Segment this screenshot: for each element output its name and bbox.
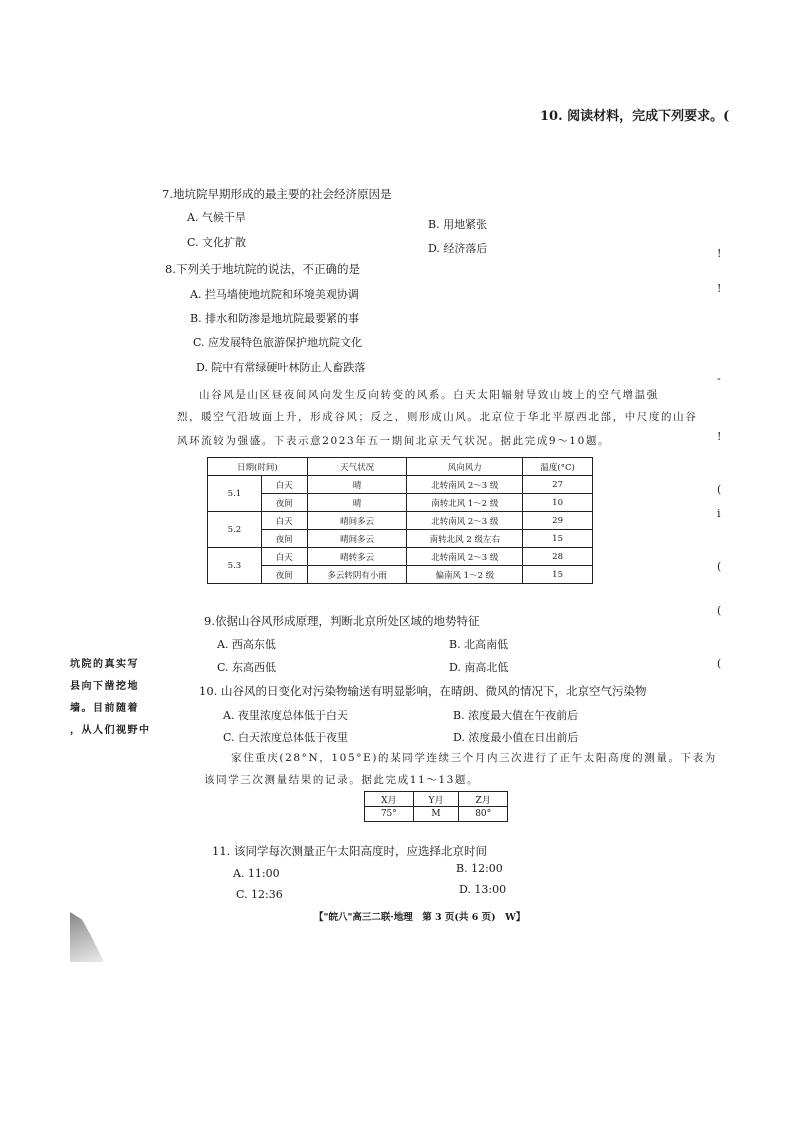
weather-time-cell: 夜间 bbox=[261, 494, 307, 512]
left-fragment-line: 墙。目前随着 bbox=[70, 703, 139, 714]
weather-condition-cell: 晴 bbox=[307, 494, 407, 512]
weather-temp-cell: 15 bbox=[523, 530, 593, 548]
right-edge-mark: ! bbox=[717, 247, 722, 260]
weather-temp-cell: 15 bbox=[523, 566, 593, 584]
question-11-option-d: D. 13:00 bbox=[459, 883, 507, 896]
passage-line: 山谷风是山区昼夜间风向发生反向转变的风系。白天太阳辐射导致山坡上的空气增温强 bbox=[199, 389, 659, 401]
table-row bbox=[208, 566, 593, 584]
weather-time-cell: 白天 bbox=[261, 476, 307, 494]
weather-time-cell: 白天 bbox=[261, 548, 307, 566]
right-edge-mark: i bbox=[717, 507, 721, 520]
weather-condition-cell: 晴间多云 bbox=[307, 530, 407, 548]
weather-wind-cell: 北转南风 2～3 级 bbox=[407, 476, 523, 494]
passage-line: 风环流较为强盛。下表示意2023年五一期间北京天气状况。据此完成9～10题。 bbox=[177, 435, 611, 447]
weather-time-cell: 白天 bbox=[261, 512, 307, 530]
passage-line: 烈，暖空气沿坡面上升，形成谷风；反之，则形成山风。北京位于华北平原西北部，中尺度的山谷 bbox=[177, 411, 698, 423]
question-9-option-c: C. 东高西低 bbox=[217, 661, 277, 674]
page-footer: 【"皖八"高三二联·地理 第 3 页(共 6 页) W】 bbox=[314, 912, 526, 923]
question-8-option-c: C. 应发展特色旅游保护地坑院文化 bbox=[193, 336, 363, 349]
weather-condition-cell: 晴 bbox=[307, 476, 407, 494]
table-row bbox=[208, 548, 593, 566]
sun-altitude-table bbox=[364, 791, 508, 822]
weather-table-header: 风向风力 bbox=[407, 458, 523, 476]
question-11-option-b: B. 12:00 bbox=[456, 862, 503, 875]
weather-table-header-row bbox=[208, 458, 593, 476]
weather-temp-cell: 27 bbox=[523, 476, 593, 494]
question-10-stem: 10. 山谷风的日变化对污染物输送有明显影响，在晴朗、微风的情况下，北京空气污染物 bbox=[199, 684, 647, 698]
question-9-option-b: B. 北高南低 bbox=[449, 638, 509, 651]
table-row bbox=[208, 476, 593, 494]
question-7-option-d: D. 经济落后 bbox=[428, 242, 488, 255]
weather-time-cell: 夜间 bbox=[261, 530, 307, 548]
right-edge-mark: ! bbox=[717, 282, 722, 295]
question-8-stem: 8.下列关于地坑院的说法，不正确的是 bbox=[165, 262, 360, 276]
question-11-option-c: C. 12:36 bbox=[236, 888, 283, 901]
weather-table bbox=[207, 457, 593, 584]
table-row bbox=[208, 494, 593, 512]
weather-condition-cell: 多云转阴有小雨 bbox=[307, 566, 407, 584]
question-7-stem: 7.地坑院早期形成的最主要的社会经济原因是 bbox=[162, 187, 392, 201]
weather-temp-cell: 28 bbox=[523, 548, 593, 566]
question-7-option-a: A. 气候干旱 bbox=[187, 211, 246, 224]
weather-table-header: 温度(°C) bbox=[523, 458, 593, 476]
weather-table-header: 天气状况 bbox=[307, 458, 407, 476]
passage-line: 该同学三次测量结果的记录。据此完成11～13题。 bbox=[204, 774, 480, 786]
right-edge-mark: ( bbox=[717, 483, 722, 496]
question-9-stem: 9.依据山谷风形成原理，判断北京所处区域的地势特征 bbox=[204, 614, 480, 628]
right-edge-mark: ( bbox=[717, 657, 722, 670]
weather-wind-cell: 北转南风 2～3 级 bbox=[407, 512, 523, 530]
weather-table-header: 日期(时间) bbox=[208, 458, 308, 476]
weather-wind-cell: 北转南风 2～3 级 bbox=[407, 548, 523, 566]
weather-temp-cell: 29 bbox=[523, 512, 593, 530]
left-fragment-line: ，从人们视野中 bbox=[70, 725, 151, 736]
question-7-option-c: C. 文化扩散 bbox=[187, 236, 247, 249]
weather-condition-cell: 晴间多云 bbox=[307, 512, 407, 530]
question-11-stem: 11. 该同学每次测量正午太阳高度时，应选择北京时间 bbox=[212, 844, 487, 858]
weather-condition-cell: 晴转多云 bbox=[307, 548, 407, 566]
sun-table-header: Y月 bbox=[413, 792, 459, 807]
question-10-option-a: A. 夜里浓度总体低于白天 bbox=[223, 709, 348, 722]
weather-wind-cell: 南转北风 1～2 级 bbox=[407, 494, 523, 512]
passage-line: 家住重庆(28°N，105°E)的某同学连续三个月内三次进行了正午太阳高度的测量。下表为 bbox=[231, 752, 717, 764]
weather-date-cell: 5.3 bbox=[208, 548, 262, 584]
table-row bbox=[208, 512, 593, 530]
sun-table-value: 75° bbox=[365, 807, 414, 822]
table-row bbox=[208, 530, 593, 548]
left-fragment-line: 县向下凿挖地 bbox=[70, 681, 139, 692]
right-edge-mark: - bbox=[717, 372, 721, 385]
question-7-option-b: B. 用地紧张 bbox=[428, 218, 488, 231]
question-10-option-d: D. 浓度最小值在日出前后 bbox=[453, 731, 579, 744]
sun-table-header-row bbox=[365, 792, 508, 807]
sun-table-header: Z月 bbox=[459, 792, 508, 807]
weather-temp-cell: 10 bbox=[523, 494, 593, 512]
weather-date-cell: 5.2 bbox=[208, 512, 262, 548]
weather-wind-cell: 南转北风 2 级左右 bbox=[407, 530, 523, 548]
question-10-option-b: B. 浓度最大值在午夜前后 bbox=[453, 709, 579, 722]
right-edge-mark: ( bbox=[717, 560, 722, 573]
question-11-option-a: A. 11:00 bbox=[233, 867, 280, 880]
question-8-option-b: B. 排水和防渗是地坑院最要紧的事 bbox=[190, 312, 360, 325]
left-fragment-line: 坑院的真实写 bbox=[70, 659, 139, 670]
weather-time-cell: 夜间 bbox=[261, 566, 307, 584]
right-edge-mark: ( bbox=[717, 604, 722, 617]
question-9-option-d: D. 南高北低 bbox=[449, 661, 509, 674]
table-row bbox=[365, 807, 508, 822]
question-10-option-c: C. 白天浓度总体低于夜里 bbox=[223, 731, 349, 744]
scan-shadow bbox=[70, 912, 104, 962]
question-8-option-d: D. 院中有常绿硬叶林防止人畜跌落 bbox=[196, 361, 366, 374]
question-9-option-a: A. 西高东低 bbox=[217, 638, 276, 651]
right-edge-mark: ! bbox=[717, 430, 722, 443]
sun-table-value: M bbox=[413, 807, 459, 822]
sun-table-value: 80° bbox=[459, 807, 508, 822]
question-8-option-a: A. 拦马墙使地坑院和环境美观协调 bbox=[190, 288, 359, 301]
weather-wind-cell: 偏南风 1～2 级 bbox=[407, 566, 523, 584]
top-question-fragment: 10. 阅读材料，完成下列要求。( bbox=[540, 109, 730, 124]
weather-date-cell: 5.1 bbox=[208, 476, 262, 512]
sun-table-header: X月 bbox=[365, 792, 414, 807]
